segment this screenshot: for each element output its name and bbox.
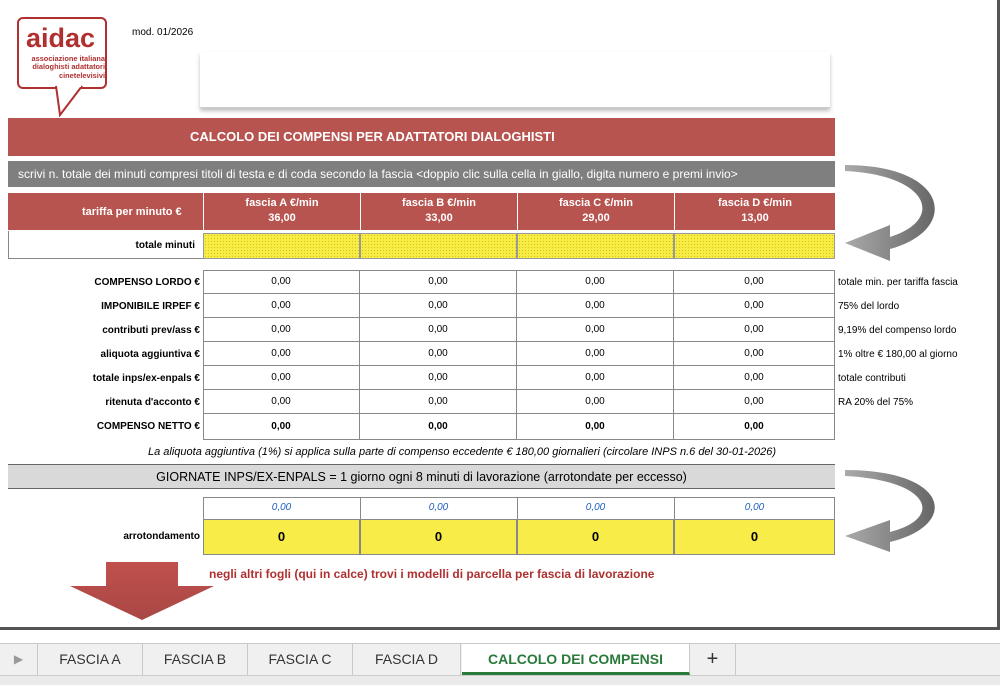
- row-label: contributi prev/ass €: [102, 325, 200, 336]
- arrotondamento-d: 0: [750, 529, 759, 544]
- value-cell[interactable]: 0,00: [517, 318, 674, 342]
- row-label: aliquota aggiuntiva €: [100, 349, 200, 360]
- row-label: COMPENSO LORDO €: [94, 277, 200, 288]
- arrotondamento-label: arrotondamento: [123, 531, 200, 542]
- mod-version: mod. 01/2026: [132, 27, 194, 38]
- fascia-a-name: fascia A €/min: [245, 197, 319, 209]
- fascia-b-rate: 33,00: [425, 212, 453, 224]
- row-label: IMPONIBILE IRPEF €: [101, 301, 200, 312]
- row-note: totale contributi: [838, 373, 906, 384]
- down-arrow-icon: [68, 562, 216, 622]
- row-note: 75% del lordo: [838, 301, 900, 312]
- tab-fascia-d[interactable]: FASCIA D: [353, 644, 461, 675]
- status-bar: [0, 675, 1000, 685]
- value-cell[interactable]: 0,00: [517, 294, 674, 318]
- value-cell[interactable]: 0,00: [517, 414, 674, 440]
- fascia-d-rate: 13,00: [741, 212, 769, 224]
- minuti-input-a[interactable]: [203, 233, 360, 259]
- tariffa-label: tariffa per minuto €: [82, 206, 182, 218]
- row-note: RA 20% del 75%: [838, 397, 914, 408]
- arrotondamento-a: 0: [277, 529, 286, 544]
- value-cell[interactable]: 0,00: [360, 270, 517, 294]
- giornate-b: 0,00: [428, 502, 449, 513]
- row-note: totale min. per tariffa fascia: [838, 277, 958, 288]
- scroll-tabs-icon[interactable]: ▶: [0, 644, 38, 675]
- minuti-input-b[interactable]: [360, 233, 517, 259]
- sheet-title: CALCOLO DEI COMPENSI PER ADATTATORI DIALOGHISTI: [8, 118, 835, 156]
- minuti-input-d[interactable]: [674, 233, 835, 259]
- value-cell[interactable]: 0,00: [203, 390, 360, 414]
- sheet-tab-bar: [0, 643, 1000, 675]
- fascia-b-name: fascia B €/min: [402, 197, 476, 209]
- value-cell[interactable]: 0,00: [203, 318, 360, 342]
- logo-subtitle: associazione italiana dialoghisti adattatori cinetelevisivi: [31, 54, 105, 80]
- row-note: 1% oltre € 180,00 al giorno: [838, 349, 958, 360]
- fascia-c-name: fascia C €/min: [559, 197, 633, 209]
- value-cell[interactable]: 0,00: [203, 342, 360, 366]
- row-note: 9,19% del compenso lordo: [838, 325, 957, 336]
- value-cell[interactable]: 0,00: [674, 270, 835, 294]
- value-cell[interactable]: 0,00: [674, 390, 835, 414]
- value-cell[interactable]: 0,00: [517, 342, 674, 366]
- totale-minuti-label: totale minuti: [135, 240, 195, 251]
- giornate-bar: GIORNATE INPS/EX-ENPALS = 1 giorno ogni 8 minuti di lavorazione (arrotondate per eccesso): [8, 464, 835, 489]
- value-cell[interactable]: 0,00: [674, 294, 835, 318]
- footer-note: negli altri fogli (qui in calce) trovi i modelli di parcella per fascia di lavorazione: [209, 567, 655, 581]
- row-label: COMPENSO NETTO €: [96, 421, 200, 432]
- value-cell[interactable]: 0,00: [203, 366, 360, 390]
- value-cell[interactable]: 0,00: [360, 366, 517, 390]
- add-sheet-button[interactable]: +: [690, 644, 736, 675]
- logo-title: aidac: [26, 23, 96, 53]
- fascia-d-header: [674, 193, 835, 230]
- arrotondamento-b: 0: [434, 529, 443, 544]
- fascia-d-name: fascia D €/min: [718, 197, 792, 209]
- value-cell[interactable]: 0,00: [517, 366, 674, 390]
- curved-arrow-icon-2: [835, 470, 955, 555]
- fascia-c-rate: 29,00: [582, 212, 610, 224]
- value-cell[interactable]: 0,00: [360, 318, 517, 342]
- arrotondamento-c: 0: [591, 529, 600, 544]
- fascia-b-header: [360, 193, 517, 230]
- fascia-c-header: [517, 193, 674, 230]
- formula-textbox[interactable]: [200, 52, 830, 108]
- value-cell[interactable]: 0,00: [674, 342, 835, 366]
- value-cell[interactable]: 0,00: [360, 390, 517, 414]
- value-cell[interactable]: 0,00: [360, 414, 517, 440]
- giornate-a: 0,00: [271, 502, 292, 513]
- sheet-bottom-border: [0, 627, 1000, 630]
- tab-fascia-b[interactable]: FASCIA B: [143, 644, 248, 675]
- tab-calcolo-dei-compensi[interactable]: CALCOLO DEI COMPENSI: [462, 644, 690, 675]
- tab-fascia-c[interactable]: FASCIA C: [248, 644, 353, 675]
- fascia-a-header: [203, 193, 360, 230]
- giornate-c: 0,00: [585, 502, 606, 513]
- instructions-bar: scrivi n. totale dei minuti compresi titoli di testa e di coda secondo la fascia <doppio clic sulla cella in giallo, digita numero e premi invio>: [8, 161, 835, 187]
- tab-fascia-a[interactable]: FASCIA A: [38, 644, 143, 675]
- value-cell[interactable]: 0,00: [360, 342, 517, 366]
- minuti-input-c[interactable]: [517, 233, 674, 259]
- value-cell[interactable]: 0,00: [360, 294, 517, 318]
- giornate-d: 0,00: [744, 502, 765, 513]
- fascia-a-rate: 36,00: [268, 212, 296, 224]
- aliquota-note: La aliquota aggiuntiva (1%) si applica sulla parte di compenso eccedente € 180,00 giornalieri (circolare INPS n.6 del 30-01-2026): [148, 446, 776, 458]
- value-cell[interactable]: 0,00: [203, 414, 360, 440]
- value-cell[interactable]: 0,00: [203, 294, 360, 318]
- curved-arrow-icon: [835, 165, 955, 265]
- value-cell[interactable]: 0,00: [674, 366, 835, 390]
- value-cell[interactable]: 0,00: [674, 318, 835, 342]
- value-cell[interactable]: 0,00: [674, 414, 835, 440]
- value-cell[interactable]: 0,00: [517, 390, 674, 414]
- value-cell[interactable]: 0,00: [203, 270, 360, 294]
- logo-speech-tail: [50, 85, 90, 117]
- row-label: ritenuta d'acconto €: [105, 397, 200, 408]
- row-label: totale inps/ex-enpals €: [92, 373, 200, 384]
- value-cell[interactable]: 0,00: [517, 270, 674, 294]
